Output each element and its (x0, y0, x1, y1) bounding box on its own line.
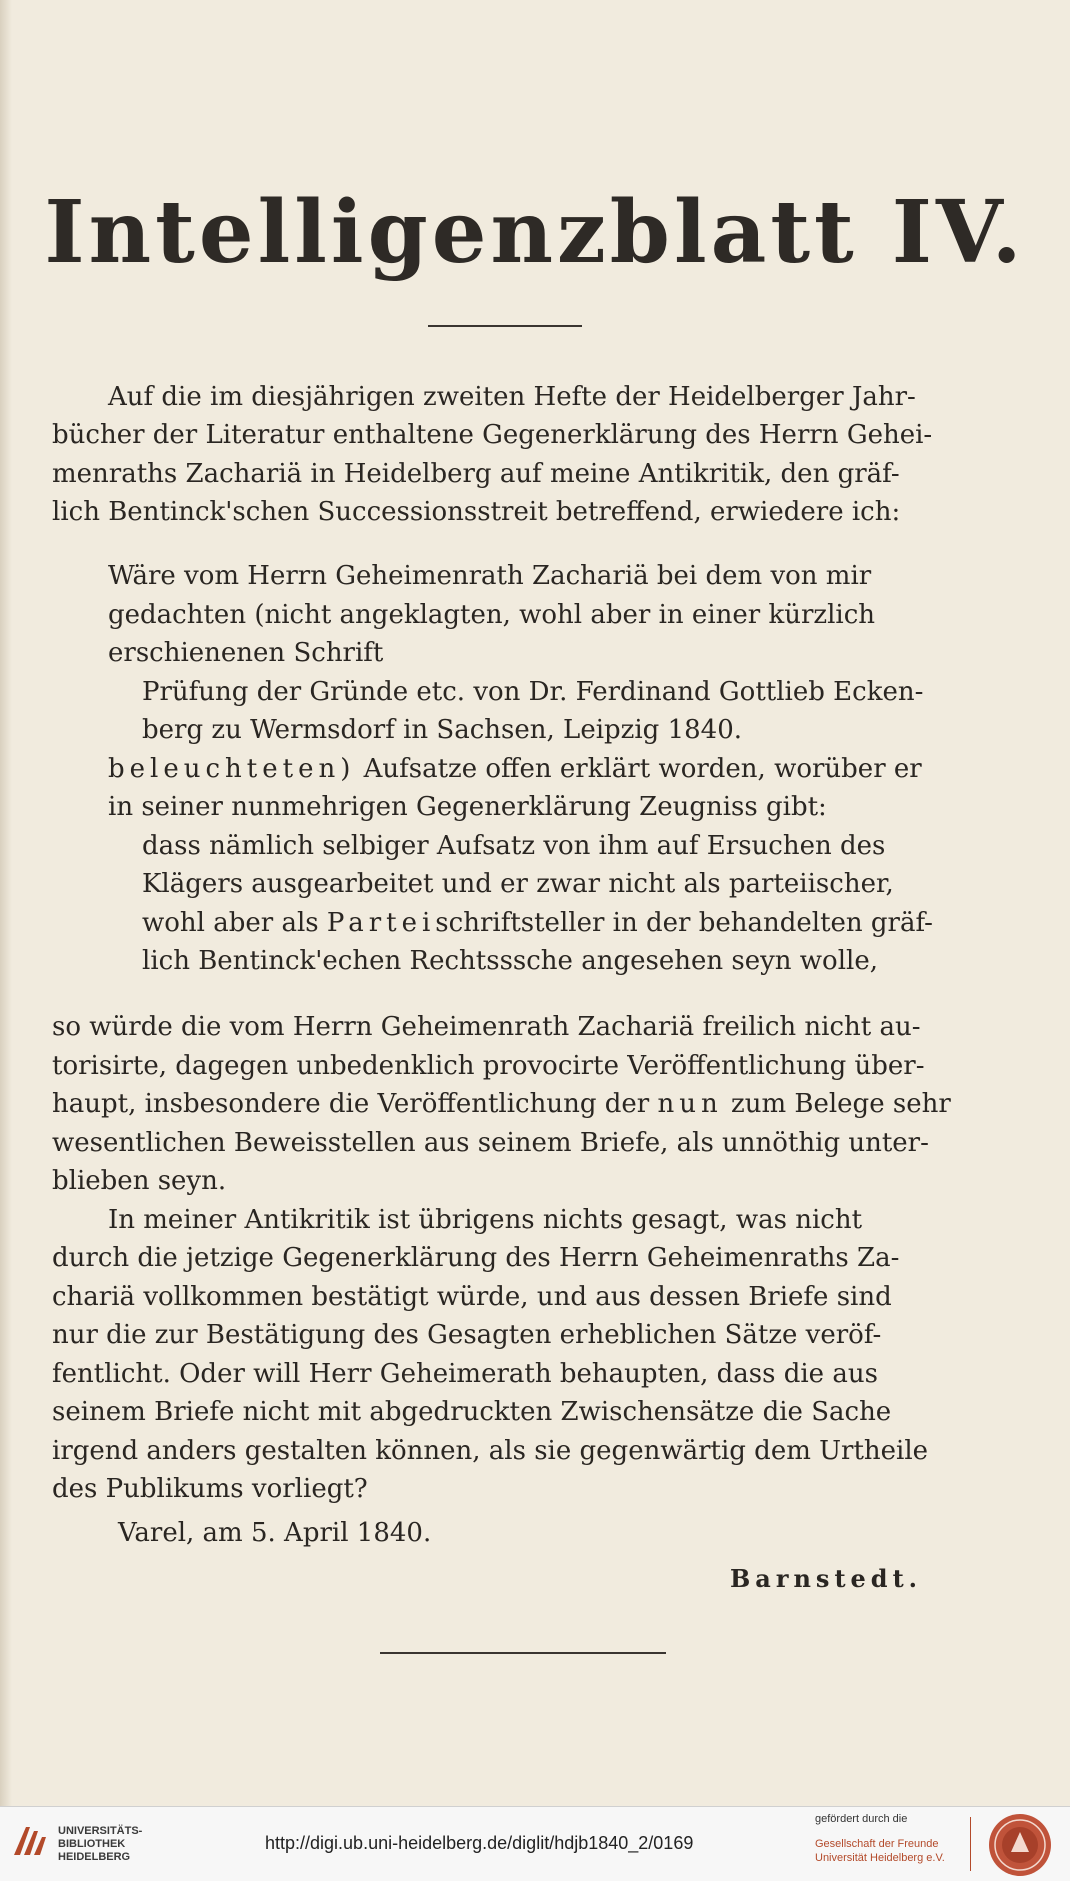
text-line (142, 904, 970, 943)
text-line: Wäre vom Herrn Geheimenrath Zachariä bei dem von mir (108, 561, 872, 591)
text-line: chariä vollkommen bestätigt würde, und aus dessen Briefe sind (52, 1282, 892, 1312)
text-line: gedachten (nicht angeklagten, wohl aber in einer kürzlich (108, 600, 876, 630)
library-name (58, 1825, 142, 1864)
text-line: lich Bentinck'echen Rechtsssche angesehen seyn wolle, (142, 946, 878, 976)
text-line: in seiner nunmehrigen Gegenerklärung Zeugniss gibt: (108, 792, 827, 822)
library-name-line: BIBLIOTHEK (58, 1838, 126, 1850)
text-line: torisirte, dagegen unbedenklich provocirte Veröffentlichung über- (52, 1051, 925, 1081)
dateline: Varel, am 5. April 1840. (118, 1518, 432, 1548)
text-span: Aufsatze offen erklärt worden, worüber er (355, 754, 922, 784)
library-name-line: UNIVERSITÄTS- (58, 1825, 143, 1837)
spaced-word: Partei (326, 908, 436, 938)
text-line: Klägers ausgearbeitet und er zwar nicht als parteiischer, (142, 869, 894, 899)
footer-bar (0, 1806, 1070, 1881)
text-line: erschienenen Schrift (108, 638, 384, 668)
text-line: fentlicht. Oder will Herr Geheimerath behaupten, dass die aus (52, 1359, 878, 1389)
library-name-line: HEIDELBERG (58, 1851, 131, 1863)
text-span: haupt, insbesondere die Veröffentlichung der (52, 1089, 658, 1119)
spaced-word: beleuchteten) (108, 754, 356, 784)
sponsor-name-line: Gesellschaft der Freunde (815, 1838, 939, 1850)
sponsor-name-line: Universität Heidelberg e.V. (815, 1852, 945, 1864)
text-line: seinem Briefe nicht mit abgedruckten Zwischensätze die Sache (52, 1397, 892, 1427)
text-line: berg zu Wermsdorf in Sachsen, Leipzig 1840. (142, 715, 743, 745)
text-line: Auf die im diesjährigen zweiten Hefte der Heidelberger Jahr- (108, 382, 916, 412)
text-line: dass nämlich selbiger Aufsatz von ihm auf Ersuchen des (142, 831, 886, 861)
footer-divider (970, 1817, 971, 1871)
text-line: durch die jetzige Gegenerklärung des Herrn Geheimenraths Za- (52, 1243, 900, 1273)
page-title: Intelligenzblatt IV. (44, 182, 1026, 283)
university-seal-icon (987, 1812, 1053, 1878)
text-line: Prüfung der Gründe etc. von Dr. Ferdinand Gottlieb Ecken- (142, 677, 924, 707)
text-line: des Publikums vorliegt? (52, 1474, 368, 1504)
text-line: menraths Zachariä in Heidelberg auf meine Antikritik, den gräf- (52, 459, 900, 489)
text-span: zum Belege sehr (722, 1089, 951, 1119)
sponsor-caption: gefördert durch die (815, 1813, 908, 1825)
text-line: In meiner Antikritik ist übrigens nichts gesagt, was nicht (108, 1205, 863, 1235)
text-line: irgend anders gestalten können, als sie gegenwärtig dem Urtheile (52, 1436, 929, 1466)
permalink-url[interactable]: http://digi.ub.uni-heidelberg.de/diglit/hdjb1840_2/0169 (265, 1833, 694, 1853)
text-line: lich Bentinck'schen Successionsstreit betreffend, erwiedere ich: (52, 497, 901, 527)
text-line (108, 750, 970, 789)
spaced-word: nun (657, 1089, 723, 1119)
text-span: schriftsteller in der behandelten gräf- (435, 908, 933, 938)
sponsor-name[interactable] (815, 1837, 945, 1865)
signature: Barnstedt. (730, 1564, 923, 1593)
text-span: wohl aber als (142, 908, 327, 938)
text-line: blieben seyn. (52, 1166, 227, 1196)
text-line: nur die zur Bestätigung des Gesagten erheblichen Sätze veröf- (52, 1320, 882, 1350)
text-line: so würde die vom Herrn Geheimenrath Zachariä freilich nicht au- (52, 1012, 921, 1042)
text-line (52, 1085, 970, 1124)
bottom-divider (380, 1652, 666, 1654)
university-library-logo-icon (10, 1821, 50, 1861)
title-divider (428, 325, 582, 327)
text-line: bücher der Literatur enthaltene Gegenerklärung des Herrn Gehei- (52, 420, 933, 450)
text-line: wesentlichen Beweisstellen aus seinem Briefe, als unnöthig unter- (52, 1128, 929, 1158)
